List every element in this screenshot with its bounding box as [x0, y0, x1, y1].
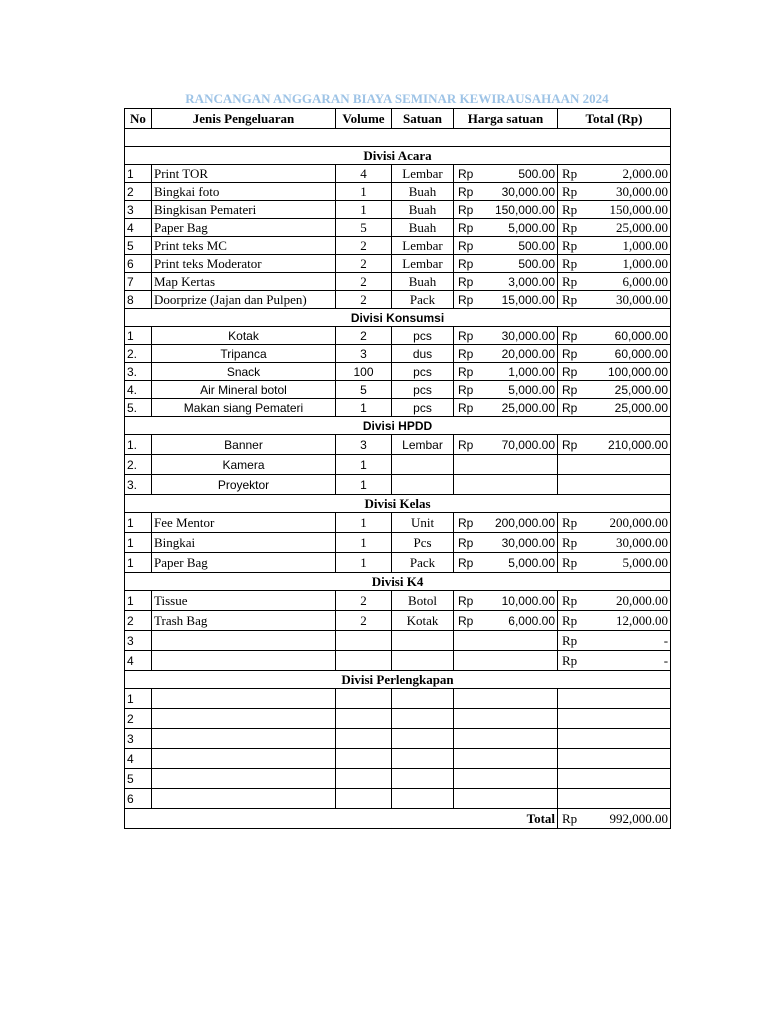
total-currency: Rp — [558, 435, 587, 455]
row-number: 7 — [125, 273, 152, 291]
table-row — [125, 345, 671, 363]
harga-currency — [454, 651, 483, 671]
table-row — [125, 255, 671, 273]
row-volume — [336, 709, 392, 729]
harga-currency: Rp — [454, 219, 483, 237]
row-jenis — [152, 651, 336, 671]
row-satuan — [392, 709, 454, 729]
header-harga: Harga satuan — [454, 109, 558, 129]
harga-currency: Rp — [454, 237, 483, 255]
total-currency — [558, 475, 587, 495]
row-number: 3. — [125, 363, 152, 381]
table-row — [125, 201, 671, 219]
row-volume: 1 — [336, 455, 392, 475]
total-currency: Rp — [558, 631, 587, 651]
table-row — [125, 749, 671, 769]
row-total: 150,000.00 — [587, 201, 671, 219]
row-total — [587, 769, 671, 789]
row-satuan — [392, 455, 454, 475]
total-currency: Rp — [558, 291, 587, 309]
harga-currency: Rp — [454, 533, 483, 553]
row-harga — [483, 475, 558, 495]
row-number: 6 — [125, 789, 152, 809]
section-title: Divisi Konsumsi — [125, 309, 671, 327]
row-satuan: Pack — [392, 553, 454, 573]
row-volume: 2 — [336, 255, 392, 273]
harga-currency: Rp — [454, 345, 483, 363]
table-row — [125, 363, 671, 381]
row-harga: 30,000.00 — [483, 327, 558, 345]
total-currency: Rp — [558, 237, 587, 255]
row-harga: 70,000.00 — [483, 435, 558, 455]
section-title: Divisi HPDD — [125, 417, 671, 435]
section-title: Divisi Perlengkapan — [125, 671, 671, 689]
row-total: 12,000.00 — [587, 611, 671, 631]
row-harga: 30,000.00 — [483, 533, 558, 553]
total-currency: Rp — [558, 399, 587, 417]
table-row — [125, 183, 671, 201]
row-number: 4. — [125, 381, 152, 399]
row-volume: 1 — [336, 475, 392, 495]
total-currency: Rp — [558, 533, 587, 553]
total-currency: Rp — [558, 363, 587, 381]
harga-currency — [454, 709, 483, 729]
row-harga — [483, 769, 558, 789]
harga-currency — [454, 475, 483, 495]
row-volume — [336, 769, 392, 789]
row-satuan — [392, 689, 454, 709]
row-satuan: Lembar — [392, 237, 454, 255]
row-number: 3 — [125, 201, 152, 219]
row-satuan: dus — [392, 345, 454, 363]
row-jenis: Bingkai — [152, 533, 336, 553]
row-satuan: pcs — [392, 399, 454, 417]
row-volume — [336, 651, 392, 671]
row-jenis: Bingkai foto — [152, 183, 336, 201]
row-total: 30,000.00 — [587, 533, 671, 553]
row-total: 2,000.00 — [587, 165, 671, 183]
row-jenis: Banner — [152, 435, 336, 455]
row-jenis — [152, 789, 336, 809]
row-satuan — [392, 789, 454, 809]
row-harga: 5,000.00 — [483, 381, 558, 399]
row-total: 100,000.00 — [587, 363, 671, 381]
total-currency: Rp — [558, 165, 587, 183]
row-satuan — [392, 729, 454, 749]
harga-currency: Rp — [454, 273, 483, 291]
row-total: 1,000.00 — [587, 255, 671, 273]
row-total: - — [587, 631, 671, 651]
total-currency — [558, 709, 587, 729]
section-header-perlengkapan — [125, 671, 671, 689]
row-harga — [483, 689, 558, 709]
row-satuan: Pcs — [392, 533, 454, 553]
header-volume: Volume — [336, 109, 392, 129]
row-number: 3. — [125, 475, 152, 495]
row-number: 1 — [125, 533, 152, 553]
row-number: 1 — [125, 513, 152, 533]
harga-currency — [454, 729, 483, 749]
grand-total-value: 992,000.00 — [587, 809, 671, 829]
row-total: 30,000.00 — [587, 291, 671, 309]
row-total: 200,000.00 — [587, 513, 671, 533]
row-jenis: Paper Bag — [152, 219, 336, 237]
row-satuan: Lembar — [392, 435, 454, 455]
table-row — [125, 591, 671, 611]
row-jenis: Fee Mentor — [152, 513, 336, 533]
grand-total-row — [125, 809, 671, 829]
row-total — [587, 689, 671, 709]
row-jenis: Paper Bag — [152, 553, 336, 573]
row-number: 4 — [125, 749, 152, 769]
table-row — [125, 789, 671, 809]
row-jenis — [152, 729, 336, 749]
row-total: 20,000.00 — [587, 591, 671, 611]
row-harga: 3,000.00 — [483, 273, 558, 291]
row-harga: 30,000.00 — [483, 183, 558, 201]
row-jenis — [152, 769, 336, 789]
row-harga: 500.00 — [483, 237, 558, 255]
grand-total-currency: Rp — [558, 809, 587, 829]
total-currency: Rp — [558, 381, 587, 399]
row-harga: 5,000.00 — [483, 553, 558, 573]
table-row — [125, 455, 671, 475]
row-volume: 1 — [336, 399, 392, 417]
row-number: 4 — [125, 651, 152, 671]
row-harga: 500.00 — [483, 165, 558, 183]
table-row — [125, 611, 671, 631]
row-total: - — [587, 651, 671, 671]
row-satuan: Lembar — [392, 255, 454, 273]
row-jenis: Map Kertas — [152, 273, 336, 291]
row-volume: 100 — [336, 363, 392, 381]
row-total: 25,000.00 — [587, 381, 671, 399]
row-number: 4 — [125, 219, 152, 237]
row-number: 3 — [125, 631, 152, 651]
header-jenis: Jenis Pengeluaran — [152, 109, 336, 129]
harga-currency: Rp — [454, 327, 483, 345]
row-satuan: pcs — [392, 363, 454, 381]
row-satuan: Unit — [392, 513, 454, 533]
row-volume: 1 — [336, 201, 392, 219]
row-number: 1. — [125, 435, 152, 455]
row-satuan — [392, 475, 454, 495]
total-currency — [558, 789, 587, 809]
row-number: 1 — [125, 689, 152, 709]
row-harga — [483, 729, 558, 749]
row-jenis: Kamera — [152, 455, 336, 475]
row-volume: 2 — [336, 591, 392, 611]
total-currency: Rp — [558, 651, 587, 671]
row-volume — [336, 631, 392, 651]
row-harga — [483, 455, 558, 475]
row-satuan: Buah — [392, 273, 454, 291]
row-number: 1 — [125, 591, 152, 611]
row-satuan: pcs — [392, 381, 454, 399]
row-volume: 2 — [336, 327, 392, 345]
row-volume: 3 — [336, 345, 392, 363]
total-currency: Rp — [558, 273, 587, 291]
row-number: 2. — [125, 455, 152, 475]
total-currency — [558, 769, 587, 789]
total-currency: Rp — [558, 553, 587, 573]
harga-currency: Rp — [454, 381, 483, 399]
row-satuan — [392, 769, 454, 789]
harga-currency: Rp — [454, 363, 483, 381]
row-volume — [336, 749, 392, 769]
row-harga — [483, 651, 558, 671]
table-row — [125, 533, 671, 553]
table-row — [125, 219, 671, 237]
row-satuan: pcs — [392, 327, 454, 345]
row-number: 8 — [125, 291, 152, 309]
row-number: 1 — [125, 553, 152, 573]
row-satuan — [392, 749, 454, 769]
row-total — [587, 749, 671, 769]
row-volume: 5 — [336, 219, 392, 237]
row-number: 2 — [125, 183, 152, 201]
spacer-row — [125, 129, 671, 147]
harga-currency: Rp — [454, 255, 483, 273]
row-volume: 2 — [336, 273, 392, 291]
row-number: 5 — [125, 769, 152, 789]
total-currency — [558, 729, 587, 749]
header-row — [125, 109, 671, 129]
total-currency: Rp — [558, 219, 587, 237]
section-header-hpdd — [125, 417, 671, 435]
table-row — [125, 291, 671, 309]
table-row — [125, 165, 671, 183]
row-jenis: Print teks MC — [152, 237, 336, 255]
table-row — [125, 475, 671, 495]
table-row — [125, 729, 671, 749]
total-currency: Rp — [558, 201, 587, 219]
row-volume — [336, 789, 392, 809]
row-volume — [336, 729, 392, 749]
row-harga — [483, 631, 558, 651]
harga-currency: Rp — [454, 435, 483, 455]
document-title: RANCANGAN ANGGARAN BIAYA SEMINAR KEWIRAUSAHAAN 2024 — [185, 91, 609, 106]
row-total: 1,000.00 — [587, 237, 671, 255]
total-currency: Rp — [558, 255, 587, 273]
section-header-k4 — [125, 573, 671, 591]
row-total: 30,000.00 — [587, 183, 671, 201]
harga-currency — [454, 455, 483, 475]
total-currency: Rp — [558, 183, 587, 201]
table-row — [125, 631, 671, 651]
grand-total-label: Total — [125, 809, 558, 829]
row-total: 25,000.00 — [587, 219, 671, 237]
row-number: 2 — [125, 709, 152, 729]
harga-currency — [454, 749, 483, 769]
row-volume: 2 — [336, 291, 392, 309]
total-currency: Rp — [558, 591, 587, 611]
table-row — [125, 273, 671, 291]
header-total: Total (Rp) — [558, 109, 671, 129]
total-currency — [558, 689, 587, 709]
row-jenis: Print TOR — [152, 165, 336, 183]
section-header-konsumsi — [125, 309, 671, 327]
row-volume: 1 — [336, 533, 392, 553]
harga-currency: Rp — [454, 513, 483, 533]
row-harga: 15,000.00 — [483, 291, 558, 309]
row-harga: 6,000.00 — [483, 611, 558, 631]
row-harga: 1,000.00 — [483, 363, 558, 381]
row-total — [587, 475, 671, 495]
row-jenis: Trash Bag — [152, 611, 336, 631]
row-number: 2. — [125, 345, 152, 363]
row-harga: 20,000.00 — [483, 345, 558, 363]
row-total: 210,000.00 — [587, 435, 671, 455]
row-number: 5 — [125, 237, 152, 255]
row-total — [587, 455, 671, 475]
table-row — [125, 237, 671, 255]
row-harga: 150,000.00 — [483, 201, 558, 219]
row-jenis: Tripanca — [152, 345, 336, 363]
section-title: Divisi K4 — [125, 573, 671, 591]
table-row — [125, 327, 671, 345]
row-jenis: Kotak — [152, 327, 336, 345]
row-jenis — [152, 709, 336, 729]
budget-body — [125, 129, 671, 829]
table-row — [125, 689, 671, 709]
row-satuan: Buah — [392, 219, 454, 237]
table-row — [125, 435, 671, 455]
row-total — [587, 729, 671, 749]
row-harga: 25,000.00 — [483, 399, 558, 417]
row-volume: 2 — [336, 611, 392, 631]
header-no: No — [125, 109, 152, 129]
total-currency: Rp — [558, 327, 587, 345]
harga-currency — [454, 689, 483, 709]
harga-currency — [454, 789, 483, 809]
row-harga: 200,000.00 — [483, 513, 558, 533]
row-harga — [483, 709, 558, 729]
total-currency: Rp — [558, 513, 587, 533]
row-jenis: Proyektor — [152, 475, 336, 495]
row-total: 5,000.00 — [587, 553, 671, 573]
row-jenis: Print teks Moderator — [152, 255, 336, 273]
table-row — [125, 651, 671, 671]
table-row — [125, 381, 671, 399]
row-total — [587, 789, 671, 809]
total-currency: Rp — [558, 611, 587, 631]
row-jenis — [152, 689, 336, 709]
row-satuan: Kotak — [392, 611, 454, 631]
row-harga: 500.00 — [483, 255, 558, 273]
harga-currency: Rp — [454, 183, 483, 201]
row-satuan: Lembar — [392, 165, 454, 183]
table-row — [125, 513, 671, 533]
table-row — [125, 399, 671, 417]
row-harga — [483, 789, 558, 809]
row-number: 1 — [125, 165, 152, 183]
total-currency — [558, 455, 587, 475]
harga-currency: Rp — [454, 591, 483, 611]
row-total — [587, 709, 671, 729]
section-header-acara — [125, 147, 671, 165]
harga-currency — [454, 631, 483, 651]
row-jenis: Tissue — [152, 591, 336, 611]
row-jenis: Doorprize (Jajan dan Pulpen) — [152, 291, 336, 309]
row-harga: 10,000.00 — [483, 591, 558, 611]
row-number: 5. — [125, 399, 152, 417]
row-number: 3 — [125, 729, 152, 749]
row-total: 25,000.00 — [587, 399, 671, 417]
total-currency — [558, 749, 587, 769]
table-row — [125, 709, 671, 729]
harga-currency: Rp — [454, 201, 483, 219]
harga-currency: Rp — [454, 291, 483, 309]
row-satuan: Buah — [392, 201, 454, 219]
header-satuan: Satuan — [392, 109, 454, 129]
section-title: Divisi Kelas — [125, 495, 671, 513]
row-jenis: Bingkisan Pemateri — [152, 201, 336, 219]
row-jenis — [152, 749, 336, 769]
row-satuan: Botol — [392, 591, 454, 611]
harga-currency: Rp — [454, 399, 483, 417]
row-jenis — [152, 631, 336, 651]
row-volume: 3 — [336, 435, 392, 455]
row-volume: 1 — [336, 513, 392, 533]
row-total: 60,000.00 — [587, 327, 671, 345]
row-volume: 4 — [336, 165, 392, 183]
row-volume: 5 — [336, 381, 392, 399]
row-number: 6 — [125, 255, 152, 273]
total-currency: Rp — [558, 345, 587, 363]
table-row — [125, 553, 671, 573]
row-jenis: Snack — [152, 363, 336, 381]
section-header-kelas — [125, 495, 671, 513]
harga-currency: Rp — [454, 611, 483, 631]
section-title: Divisi Acara — [125, 147, 671, 165]
row-satuan — [392, 631, 454, 651]
row-jenis: Makan siang Pemateri — [152, 399, 336, 417]
harga-currency: Rp — [454, 165, 483, 183]
harga-currency — [454, 769, 483, 789]
row-satuan: Pack — [392, 291, 454, 309]
row-volume: 2 — [336, 237, 392, 255]
row-volume — [336, 689, 392, 709]
table-row — [125, 769, 671, 789]
row-total: 60,000.00 — [587, 345, 671, 363]
harga-currency: Rp — [454, 553, 483, 573]
row-number: 1 — [125, 327, 152, 345]
row-total: 6,000.00 — [587, 273, 671, 291]
row-harga — [483, 749, 558, 769]
row-number: 2 — [125, 611, 152, 631]
row-satuan — [392, 651, 454, 671]
row-harga: 5,000.00 — [483, 219, 558, 237]
row-jenis: Air Mineral botol — [152, 381, 336, 399]
budget-table — [124, 108, 671, 829]
row-volume: 1 — [336, 553, 392, 573]
row-satuan: Buah — [392, 183, 454, 201]
row-volume: 1 — [336, 183, 392, 201]
